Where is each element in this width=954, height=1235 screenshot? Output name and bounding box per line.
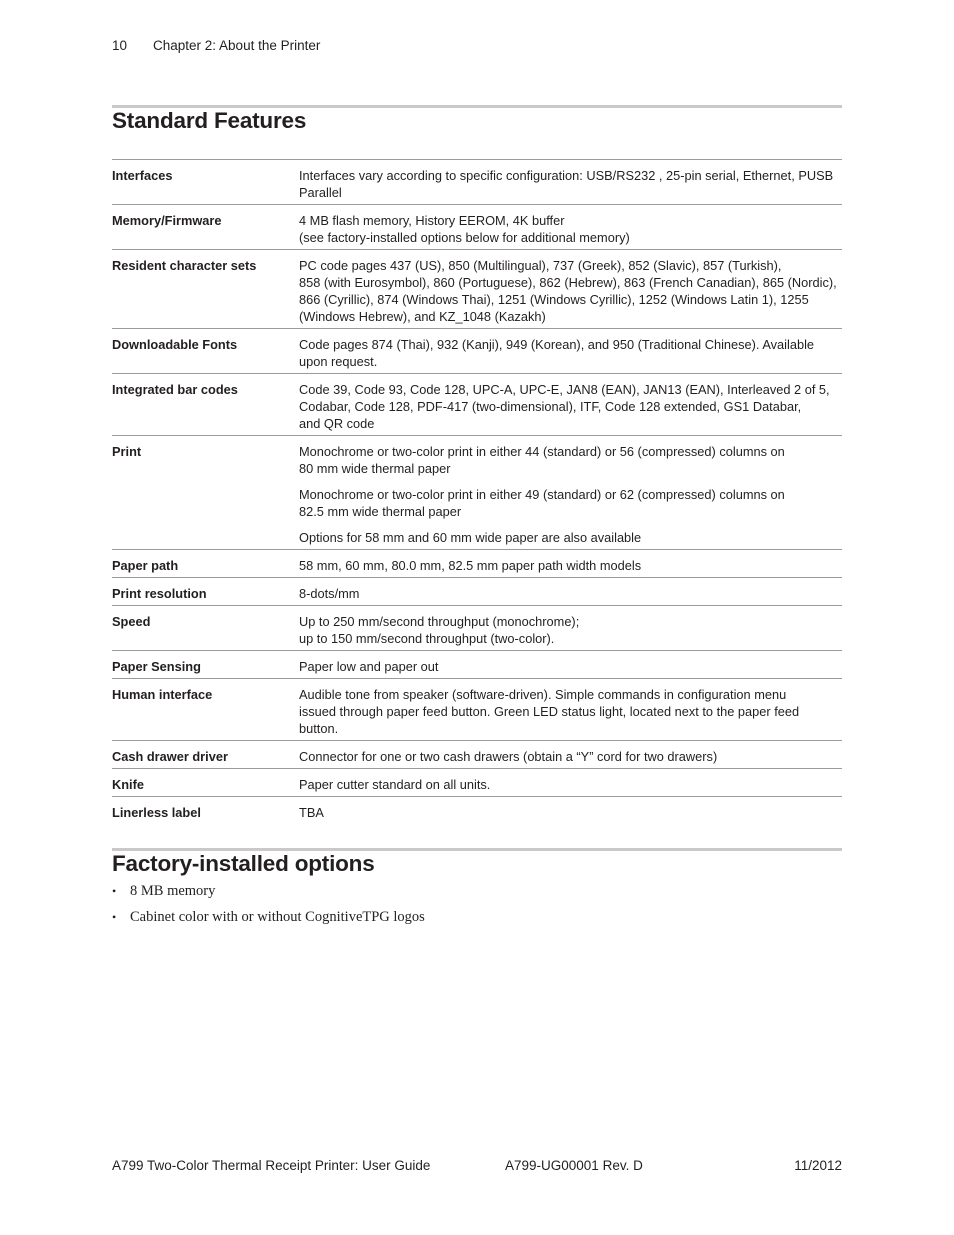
spec-row xyxy=(112,741,842,769)
spec-value-paragraph: TBA xyxy=(299,805,324,820)
factory-options-heading: Factory-installed options xyxy=(112,851,375,876)
standard-features-heading: Standard Features xyxy=(112,108,307,133)
spec-label: Paper path xyxy=(112,550,299,578)
spec-label: Downloadable Fonts xyxy=(112,329,299,374)
spec-label: Interfaces xyxy=(112,160,299,205)
footer-document-number: A799-UG00001 Rev. D xyxy=(505,1158,643,1173)
factory-options-list xyxy=(112,882,425,934)
spec-value xyxy=(299,436,842,550)
spec-value xyxy=(299,550,842,578)
spec-label: Linerless label xyxy=(112,797,299,825)
spec-value-paragraph: Up to 250 mm/second throughput (monochrome); up to 150 mm/second throughput (two-color). xyxy=(299,614,580,646)
spec-value-paragraph: Paper cutter standard on all units. xyxy=(299,777,491,792)
spec-value xyxy=(299,205,842,250)
spec-value-paragraph: Audible tone from speaker (software-driven). Simple commands in configuration menu issued through paper feed button. Green LED status light, located next to the paper feed button. xyxy=(299,687,800,736)
spec-row xyxy=(112,329,842,374)
spec-label: Speed xyxy=(112,606,299,651)
bullet-icon: • xyxy=(112,884,117,898)
spec-value xyxy=(299,250,842,329)
spec-row xyxy=(112,769,842,797)
spec-row xyxy=(112,578,842,606)
page-number: 10 xyxy=(112,38,128,53)
spec-label: Resident character sets xyxy=(112,250,299,329)
spec-value-paragraph: 8-dots/mm xyxy=(299,586,360,601)
spec-label: Knife xyxy=(112,769,299,797)
spec-row xyxy=(112,679,842,741)
spec-row xyxy=(112,606,842,651)
chapter-title: Chapter 2: About the Printer xyxy=(153,38,321,53)
spec-value-paragraph: Monochrome or two-color print in either 49 (standard) or 62 (compressed) columns on 82.5 mm wide thermal paper xyxy=(299,487,785,519)
spec-table-body xyxy=(112,160,842,825)
footer-date: 11/2012 xyxy=(794,1158,842,1173)
spec-value-paragraph: Monochrome or two-color print in either 44 (standard) or 56 (compressed) columns on 80 mm wide thermal paper xyxy=(299,444,785,476)
spec-row xyxy=(112,651,842,679)
spec-label: Human interface xyxy=(112,679,299,741)
spec-value-paragraph: Paper low and paper out xyxy=(299,659,439,674)
bullet-icon: • xyxy=(112,910,117,924)
spec-value-paragraph: 4 MB flash memory, History EEROM, 4K buffer (see factory-installed options below for additional memory) xyxy=(299,213,630,245)
spec-value xyxy=(299,797,842,825)
spec-label: Print xyxy=(112,436,299,550)
spec-value xyxy=(299,160,842,205)
spec-value-paragraph: PC code pages 437 (US), 850 (Multilingual), 737 (Greek), 852 (Slavic), 857 (Turkish), 858 (with Eurosymbol), 860 (Portuguese), 862 (Hebrew), 863 (French Canadian), 865 (Nordic), 866 (Cyrillic), 874 (Windows Thai), 1251 (Windows Cyrillic), 1252 (Windows Latin 1), 1255 (Windows Hebrew), and KZ_1048 (Kazakh) xyxy=(299,258,837,324)
spec-value-paragraph: 58 mm, 60 mm, 80.0 mm, 82.5 mm paper path width models xyxy=(299,558,642,573)
spec-value-paragraph: Connector for one or two cash drawers (obtain a “Y” cord for two drawers) xyxy=(299,749,718,764)
spec-value-paragraph: Code 39, Code 93, Code 128, UPC-A, UPC-E, JAN8 (EAN), JAN13 (EAN), Interleaved 2 of 5, Codabar, Code 128, PDF-417 (two-dimensional), ITF, Code 128 extended, GS1 Databar, and QR code xyxy=(299,382,830,431)
spec-label: Cash drawer driver xyxy=(112,741,299,769)
spec-label: Print resolution xyxy=(112,578,299,606)
spec-value xyxy=(299,374,842,436)
page-footer xyxy=(112,1158,842,1176)
list-item-text: 8 MB memory xyxy=(130,883,216,899)
spec-row xyxy=(112,797,842,825)
spec-label: Memory/Firmware xyxy=(112,205,299,250)
spec-value xyxy=(299,329,842,374)
spec-row xyxy=(112,436,842,550)
spec-value xyxy=(299,606,842,651)
running-header xyxy=(112,38,320,53)
spec-row xyxy=(112,550,842,578)
spec-value xyxy=(299,578,842,606)
spec-label: Integrated bar codes xyxy=(112,374,299,436)
spec-value-paragraph: Options for 58 mm and 60 mm wide paper are also available xyxy=(299,530,642,545)
spec-value-paragraph: Code pages 874 (Thai), 932 (Kanji), 949 (Korean), and 950 (Traditional Chinese). Available upon request. xyxy=(299,337,815,369)
spec-label: Paper Sensing xyxy=(112,651,299,679)
list-item-text: Cabinet color with or without CognitiveTPG logos xyxy=(130,909,425,925)
spec-value-paragraph: Interfaces vary according to specific configuration: USB/RS232 , 25-pin serial, Ethernet, PUSB Parallel xyxy=(299,168,834,200)
spec-row xyxy=(112,374,842,436)
spec-row xyxy=(112,160,842,205)
standard-features-table xyxy=(112,159,842,824)
spec-row xyxy=(112,250,842,329)
list-item xyxy=(112,908,425,934)
spec-value xyxy=(299,679,842,741)
list-item xyxy=(112,882,425,908)
spec-value xyxy=(299,769,842,797)
spec-value xyxy=(299,741,842,769)
footer-document-title: A799 Two-Color Thermal Receipt Printer: User Guide xyxy=(112,1158,431,1173)
spec-row xyxy=(112,205,842,250)
spec-value xyxy=(299,651,842,679)
